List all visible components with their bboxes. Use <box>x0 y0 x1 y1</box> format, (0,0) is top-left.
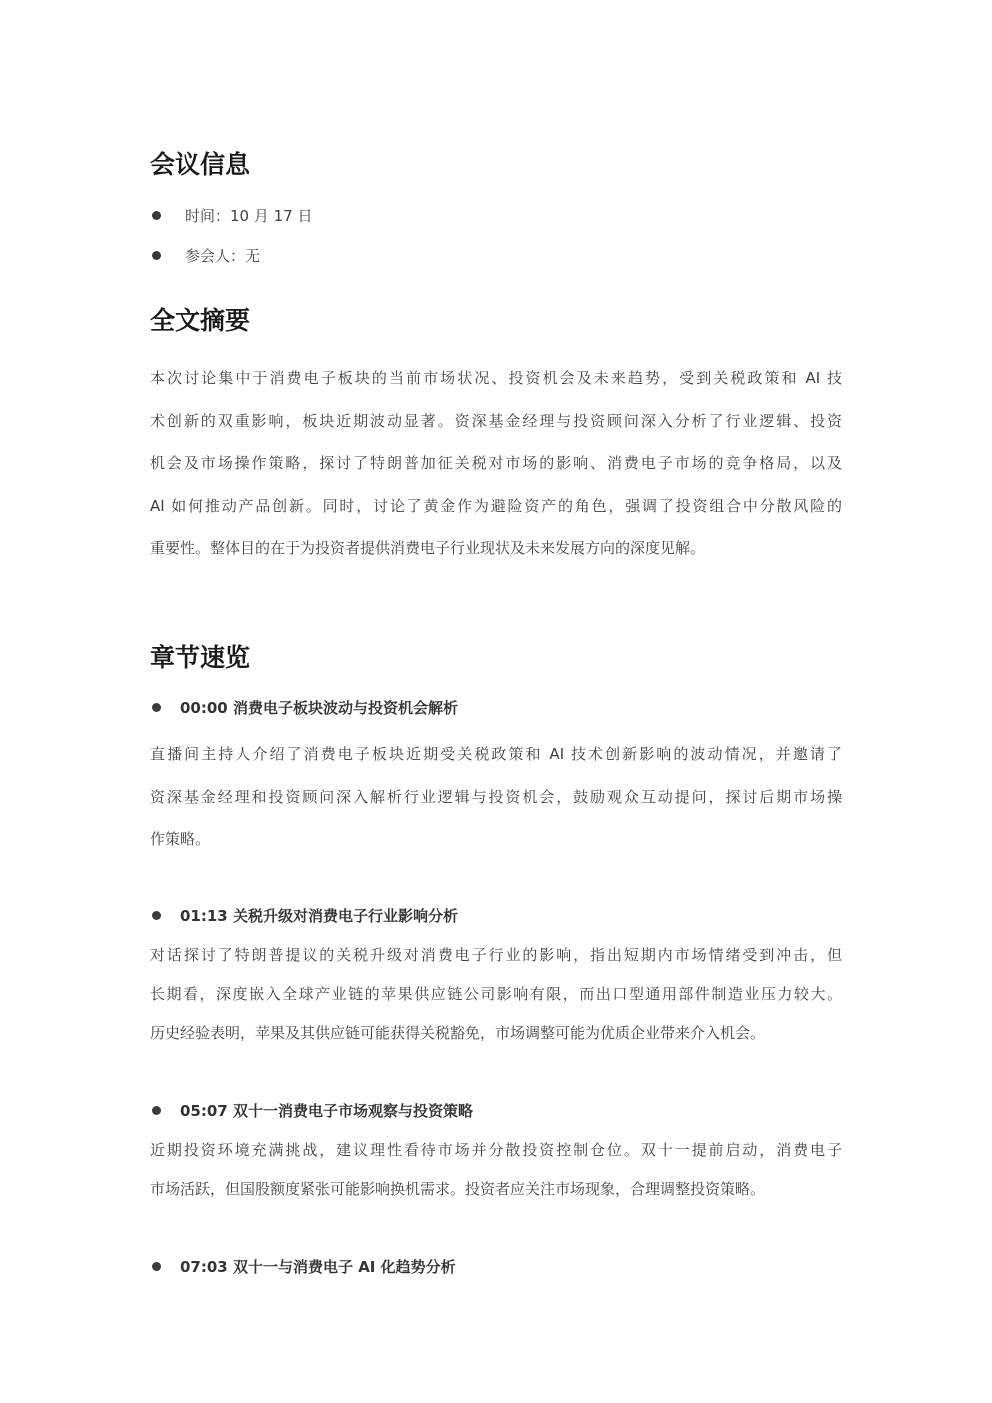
chapter-summary <box>150 744 842 850</box>
chapter-title: 05:07 双十一消费电子市场观察与投资策略 <box>180 1102 473 1120</box>
chapter-summary-line: 市场活跃，但国股额度紧张可能影响换机需求。投资者应关注市场现象，合理调整投资策略。 <box>150 1180 766 1198</box>
chapter-summary-line: 历史经验表明，苹果及其供应链可能获得关税豁免，市场调整可能为优质企业带来介入机会。 <box>150 1024 766 1042</box>
bullet-icon <box>152 1106 161 1115</box>
summary-line: 本次讨论集中于消费电子板块的当前市场状况、投资机会及未来趋势，受到关税政策和 AI 技 <box>150 369 842 387</box>
chapter-summary-line: 作策略。 <box>150 830 211 848</box>
bullet-icon <box>152 211 161 220</box>
chapter-summary <box>150 1140 842 1200</box>
summary-paragraph <box>150 368 842 559</box>
meeting-time-text: 时间：10 月 17 日 <box>185 207 313 225</box>
summary-line: 机会及市场操作策略，探讨了特朗普加征关税对市场的影响、消费电子市场的竞争格局，以及 <box>150 454 842 472</box>
chapter-title: 07:03 双十一与消费电子 AI 化趋势分析 <box>180 1258 456 1276</box>
bullet-icon <box>152 1262 161 1271</box>
chapter-summary-line: 直播间主持人介绍了消费电子板块近期受关税政策和 AI 技术创新影响的波动情况，并邀请了 <box>150 745 842 763</box>
chapter-summary-line: 近期投资环境充满挑战，建议理性看待市场并分散投资控制仓位。双十一提前启动，消费电子 <box>150 1141 842 1159</box>
summary-line: 重要性。整体目的在于为投资者提供消费电子行业现状及未来发展方向的深度见解。 <box>150 539 706 557</box>
chapter-summary-line: 资深基金经理和投资顾问深入解析行业逻辑与投资机会，鼓励观众互动提问，探讨后期市场操 <box>150 788 842 806</box>
chapter-summary-line: 对话探讨了特朗普提议的关税升级对消费电子行业的影响，指出短期内市场情绪受到冲击，但 <box>150 946 842 964</box>
bullet-icon <box>152 251 161 260</box>
summary-line: AI 如何推动产品创新。同时，讨论了黄金作为避险资产的角色，强调了投资组合中分散风险的 <box>150 497 842 515</box>
chapter-title: 00:00 消费电子板块波动与投资机会解析 <box>180 699 458 717</box>
summary-heading: 全文摘要 <box>150 306 251 335</box>
chapter-summary-line: 长期看，深度嵌入全球产业链的苹果供应链公司影响有限，而出口型通用部件制造业压力较大。 <box>150 985 842 1003</box>
bullet-icon <box>152 911 161 920</box>
chapter-summary <box>150 945 842 1044</box>
meeting-attendees-text: 参会人：无 <box>185 247 261 265</box>
meeting-info-heading: 会议信息 <box>150 150 251 179</box>
summary-line: 术创新的双重影响，板块近期波动显著。资深基金经理与投资顾问深入分析了行业逻辑、投资 <box>150 412 842 430</box>
chapters-heading: 章节速览 <box>150 643 251 672</box>
bullet-icon <box>152 703 161 712</box>
chapter-title: 01:13 关税升级对消费电子行业影响分析 <box>180 907 458 925</box>
